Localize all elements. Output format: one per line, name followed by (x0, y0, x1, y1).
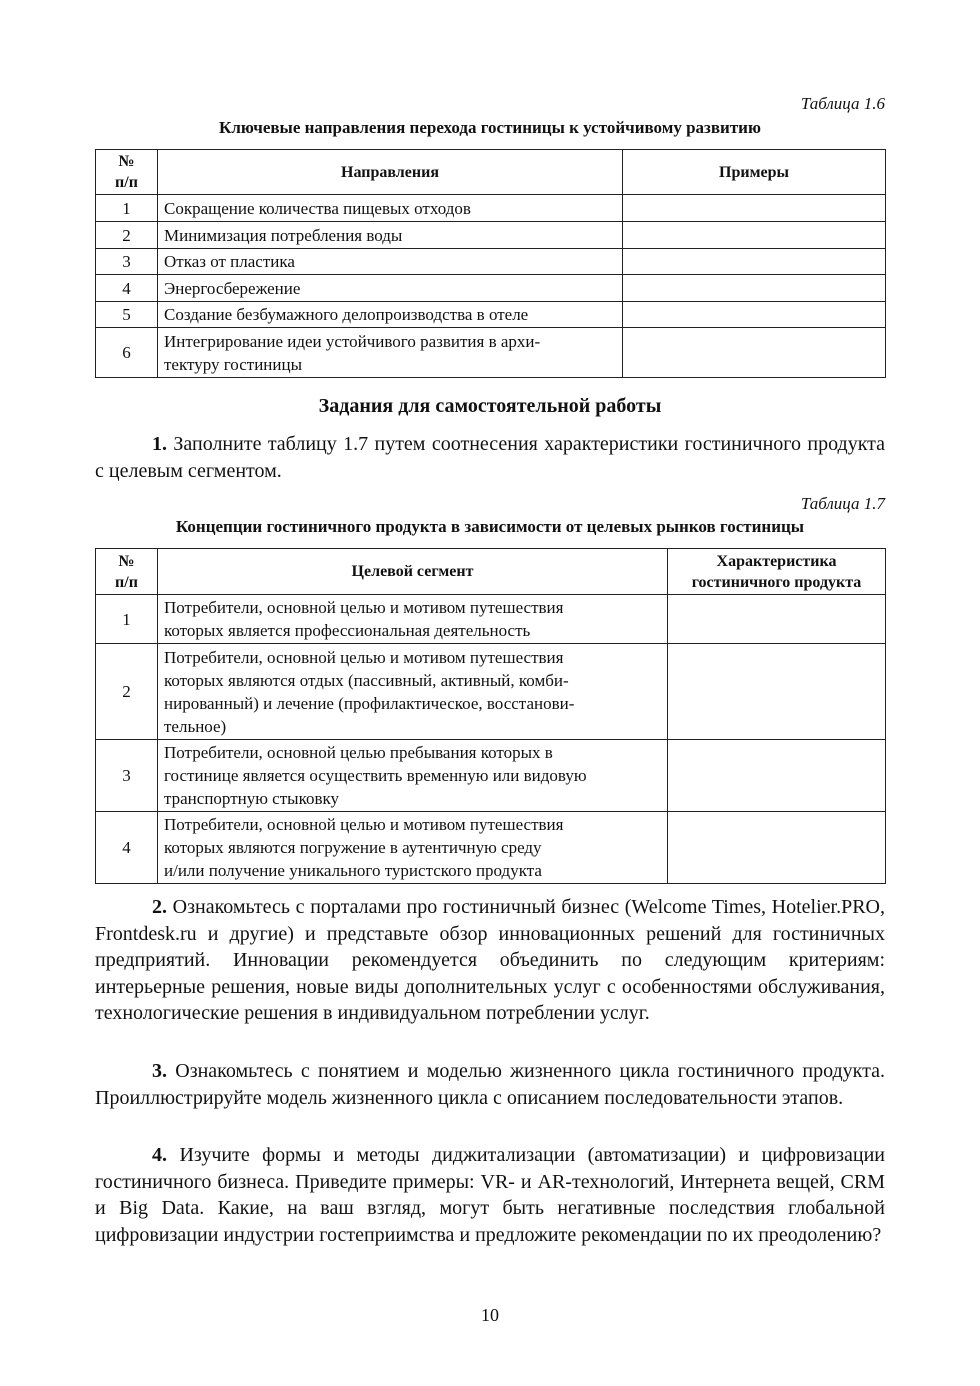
task-4-paragraph: 4. Изучите формы и методы диджитализации (автоматизации) и цифровизации гостиничного бизнеса. Приведите примеры: VR- и AR-технологий, Интернета вещей, CRM и Big Data. Какие, на ваш взгляд, могут быть негативные последствия глобальной цифровизации индустрии гостеприимства и предложите рекомендации по их преодолению? (95, 1144, 885, 1246)
table-1-7 (95, 548, 886, 884)
direction-cell: Создание безбумажного делопроизводства в отеле (158, 302, 623, 328)
row-number: 4 (96, 275, 158, 302)
direction-cell: Сокращение количества пищевых отходов (158, 195, 623, 222)
characteristic-header: Характеристика гостиничного продукта (668, 549, 886, 595)
table-1-6 (95, 149, 886, 378)
table-row (96, 195, 886, 222)
segment-header: Целевой сегмент (158, 549, 668, 595)
table-row (96, 812, 886, 884)
characteristic-cell (668, 812, 886, 884)
direction-cell: Минимизация потребления воды (158, 222, 623, 249)
row-number: 2 (96, 222, 158, 249)
table-row (96, 249, 886, 275)
row-number: 5 (96, 302, 158, 328)
row-number: 4 (96, 812, 158, 884)
table-row (96, 222, 886, 249)
num-header: № п/п (96, 549, 158, 595)
direction-cell: Отказ от пластика (158, 249, 623, 275)
table-row (96, 328, 886, 378)
task-2-paragraph: 2. Ознакомьтесь с порталами про гостиничный бизнес (Welcome Times, Hotelier.PRO, Frontdesk.ru и другие) и представьте обзор инновационных решений для гостиничных предприятий. Инновации рекомендуется объединить по следующим критериям: интерьерные решения, новые виды дополнительных услуг с особенностями обслуживания, технологические решения в индивидуальном потреблении услуг. (95, 896, 885, 1024)
row-number: 1 (96, 595, 158, 644)
examples-cell (623, 222, 886, 249)
examples-cell (623, 275, 886, 302)
characteristic-cell (668, 644, 886, 740)
segment-cell: Потребители, основной целью и мотивом путешествия которых являются отдых (пассивный, активный, комби- нированный) и лечение (профилактическое, восстанови- тельное) (158, 644, 668, 740)
characteristic-cell (668, 595, 886, 644)
examples-cell (623, 328, 886, 378)
segment-cell: Потребители, основной целью пребывания которых в гостинице является осуществить временную или видовую транспортную стыковку (158, 740, 668, 812)
segment-cell: Потребители, основной целью и мотивом путешествия которых являются погружение в аутентичную среду и/или получение уникального туристского продукта (158, 812, 668, 884)
direction-cell: Интегрирование идеи устойчивого развития в архи- тектуру гостиницы (158, 328, 623, 378)
table-1-6-label: Таблица 1.6 (800, 94, 885, 113)
table-header-row (96, 150, 886, 195)
page-number: 10 (481, 1305, 499, 1325)
examples-cell (623, 249, 886, 275)
row-number: 3 (96, 740, 158, 812)
row-number: 2 (96, 644, 158, 740)
row-number: 6 (96, 328, 158, 378)
characteristic-cell (668, 740, 886, 812)
task-3-paragraph: 3. Ознакомьтесь с понятием и моделью жизненного цикла гостиничного продукта. Проиллюстрируйте модель жизненного цикла с описанием последовательности этапов. (95, 1060, 885, 1109)
table-row (96, 740, 886, 812)
direction-cell: Энергосбережение (158, 275, 623, 302)
table-1-7-title: Концепции гостиничного продукта в зависимости от целевых рынков гостиницы (175, 517, 805, 536)
segment-cell: Потребители, основной целью и мотивом путешествия которых является профессиональная деятельность (158, 595, 668, 644)
examples-cell (623, 302, 886, 328)
examples-header: Примеры (623, 150, 886, 195)
section-title: Задания для самостоятельной работы (318, 395, 662, 417)
table-row (96, 644, 886, 740)
examples-cell (623, 195, 886, 222)
task-1-paragraph: 1. Заполните таблицу 1.7 путем соотнесения характеристики гостиничного продукта с целевым сегментом. (95, 433, 886, 482)
table-1-7-label: Таблица 1.7 (800, 494, 885, 513)
table-1-6-title: Ключевые направления перехода гостиницы к устойчивому развитию (219, 118, 761, 137)
table-row (96, 595, 886, 644)
table-header-row (96, 549, 886, 595)
row-number: 1 (96, 195, 158, 222)
num-header: № п/п (96, 150, 158, 195)
table-row (96, 302, 886, 328)
row-number: 3 (96, 249, 158, 275)
direction-header: Направления (158, 150, 623, 195)
table-row (96, 275, 886, 302)
